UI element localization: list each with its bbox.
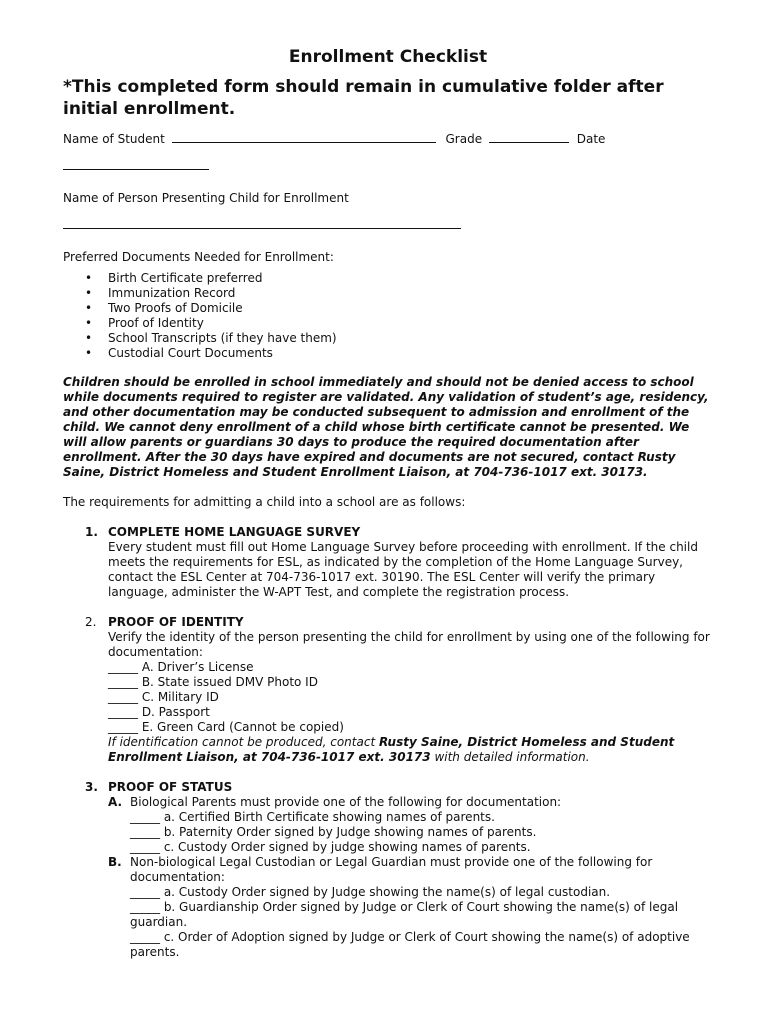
list-item: • Custodial Court Documents — [85, 346, 273, 360]
student-name-label: Name of Student — [63, 132, 165, 146]
identity-option-d[interactable]: _____ D. Passport — [108, 705, 210, 719]
requirements-intro: The requirements for admitting a child into a school are as follows: — [63, 495, 466, 509]
list-item: • Proof of Identity — [85, 316, 204, 330]
section-heading: PROOF OF IDENTITY — [108, 615, 244, 629]
date-blank-row — [63, 157, 713, 174]
section-proof-of-identity — [63, 615, 713, 765]
page-title: Enrollment Checklist — [288, 47, 488, 67]
presenter-blank-row — [63, 216, 713, 233]
liaison-contact: Rusty Saine, District Homeless and Student Enrollment Liaison, at 704-736-1017 ext. 30173 — [108, 735, 675, 764]
bullet-icon: • — [85, 331, 93, 345]
identity-option-b[interactable]: _____ B. State issued DMV Photo ID — [108, 675, 318, 689]
list-item: • Two Proofs of Domicile — [85, 301, 243, 315]
list-item: • Immunization Record — [85, 286, 236, 300]
status-a-option-a[interactable]: _____ a. Certified Birth Certificate showing names of parents. — [130, 810, 495, 824]
preferred-docs-heading: Preferred Documents Needed for Enrollment: — [63, 250, 334, 264]
subsection-letter: A. — [108, 795, 123, 809]
identity-note: If identification cannot be produced, contact Rusty Saine, District Homeless and Student Enrollment Liaison, at 704-736-1017 ext. 30173 with detailed information. — [108, 735, 675, 764]
preferred-docs-list — [63, 271, 713, 361]
status-b-option-a[interactable]: _____ a. Custody Order signed by Judge showing the name(s) of legal custodian. — [130, 885, 611, 899]
grade-label: Grade — [445, 132, 483, 146]
section-home-language-survey — [63, 525, 713, 600]
presenter-label: Name of Person Presenting Child for Enrollment — [63, 191, 349, 205]
section-heading: COMPLETE HOME LANGUAGE SURVEY — [108, 525, 361, 539]
status-a-option-b[interactable]: _____ b. Paternity Order signed by Judge showing names of parents. — [130, 825, 537, 839]
subsection-letter: B. — [108, 855, 122, 869]
section-number: 2. — [85, 615, 97, 629]
status-a-option-c[interactable]: _____ c. Custody Order signed by judge showing names of parents. — [130, 840, 531, 854]
document-page — [63, 46, 713, 960]
section-heading: PROOF OF STATUS — [108, 780, 233, 794]
section-body: Every student must fill out Home Language Survey before proceeding with enrollment. If the child meets the requirements for ESL, as indicated by the completion of the Home Language Survey, contact the ESL Center at 704-736-1017 ext. 30190. The ESL Center will verify the primary language, administer the W-APT Test, and complete the registration process. — [108, 540, 698, 599]
identity-option-a[interactable]: _____ A. Driver’s License — [108, 660, 254, 674]
section-body: Verify the identity of the person presenting the child for enrollment by using one of the following for documentation: — [108, 630, 710, 659]
subsection-text: Non-biological Legal Custodian or Legal Guardian must provide one of the following for documentation: — [130, 855, 653, 884]
bullet-icon: • — [85, 271, 93, 285]
section-number: 3. — [85, 780, 98, 794]
status-b-option-c[interactable]: _____ c. Order of Adoption signed by Judge or Clerk of Court showing the name(s) of adoptive parents. — [130, 930, 690, 959]
presenter-name-blank[interactable] — [63, 216, 461, 229]
page-subtitle: *This completed form should remain in cumulative folder after initial enrollment. — [63, 77, 664, 119]
bullet-icon: • — [85, 316, 93, 330]
identity-option-c[interactable]: _____ C. Military ID — [108, 690, 219, 704]
enrollment-notice: Children should be enrolled in school immediately and should not be denied access to school while documents required to register are validated. Any validation of student’s age, residency, and other documentation may be conducted subsequent to admission and enrollment of the child. We cannot deny enrollment of a child whose birth certificate cannot be presented. We will allow parents or guardians 30 days to produce the required documentation after enrollment. After the 30 days have expired and documents are not secured, contact Rusty Saine, District Homeless and Student Enrollment Liaison, at 704-736-1017 ext. 30173. — [63, 375, 709, 479]
subsection-text: Biological Parents must provide one of the following for documentation: — [130, 795, 562, 809]
list-item: • Birth Certificate preferred — [85, 271, 263, 285]
date-blank[interactable] — [63, 157, 209, 170]
section-proof-of-status — [63, 780, 713, 960]
bullet-icon: • — [85, 301, 93, 315]
student-name-blank[interactable] — [172, 130, 436, 143]
bullet-icon: • — [85, 286, 93, 300]
section-number: 1. — [85, 525, 98, 539]
status-subsection-a — [108, 795, 713, 855]
bullet-icon: • — [85, 346, 93, 360]
status-b-option-b[interactable]: _____ b. Guardianship Order signed by Judge or Clerk of Court showing the name(s) of legal guardian. — [130, 900, 679, 929]
date-label: Date — [576, 132, 606, 146]
status-subsection-b — [108, 855, 713, 960]
list-item: • School Transcripts (if they have them) — [85, 331, 337, 345]
student-field-row — [63, 130, 713, 147]
grade-blank[interactable] — [489, 130, 569, 143]
identity-option-e[interactable]: _____ E. Green Card (Cannot be copied) — [108, 720, 344, 734]
